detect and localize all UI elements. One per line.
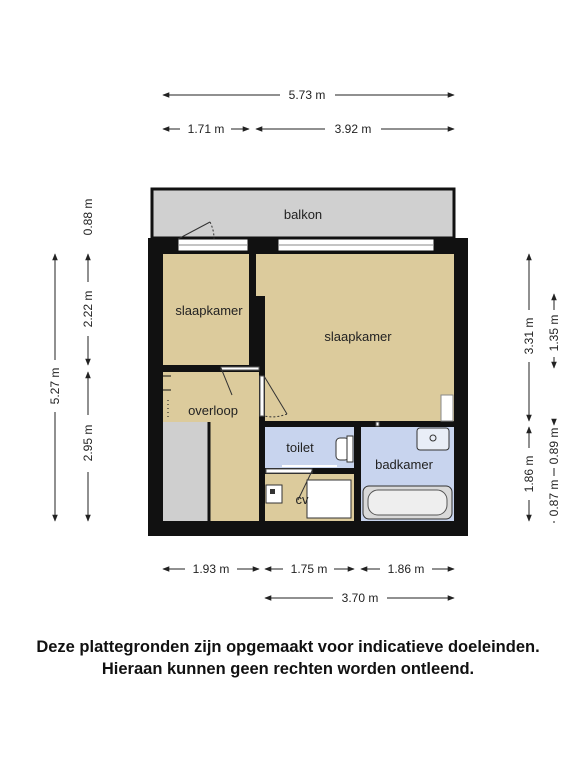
room-label-cv: cv bbox=[295, 492, 309, 507]
disclaimer-line-1: Deze plattegronden zijn opgemaakt voor indicatieve doeleinden. bbox=[36, 638, 540, 656]
dim-bottom-3: 1.86 m bbox=[387, 562, 425, 576]
dim-right-lower-a: 0.89 m bbox=[547, 427, 561, 465]
room-label-balkon: balkon bbox=[283, 207, 323, 222]
dim-bottom-1: 1.93 m bbox=[192, 562, 230, 576]
room-label-slaapkamer-small: slaapkamer bbox=[175, 303, 243, 318]
dim-top-right: 3.92 m bbox=[334, 122, 372, 136]
windows bbox=[178, 239, 434, 251]
dim-bottom-total: 3.70 m bbox=[341, 591, 379, 605]
dim-right-lower-b: 0.87 m bbox=[547, 479, 561, 517]
grey-area bbox=[163, 422, 209, 521]
dim-top-total: 5.73 m bbox=[288, 88, 326, 102]
cabinet bbox=[441, 395, 453, 421]
room-label-toilet: toilet bbox=[286, 440, 314, 455]
room-label-badkamer: badkamer bbox=[375, 457, 433, 472]
balcony bbox=[152, 189, 454, 238]
dim-left-upper: 2.22 m bbox=[81, 290, 95, 328]
disclaimer-line-2: Hieraan kunnen geen rechten worden ontleend. bbox=[101, 660, 475, 678]
room-label-overloop: overloop bbox=[188, 403, 238, 418]
boiler bbox=[307, 480, 351, 518]
dim-left-total: 5.27 m bbox=[48, 367, 62, 405]
dim-right-lower-total: 1.86 m bbox=[522, 455, 536, 493]
dim-top-left: 1.71 m bbox=[187, 122, 225, 136]
dim-right-mid: 1.35 m bbox=[547, 314, 561, 352]
dim-bottom-2: 1.75 m bbox=[290, 562, 328, 576]
room-label-slaapkamer-large: slaapkamer bbox=[324, 329, 392, 344]
sink bbox=[417, 428, 449, 450]
dim-right-upper: 3.31 m bbox=[522, 317, 536, 355]
dim-left-balcony: 0.88 m bbox=[81, 198, 95, 236]
dim-left-lower: 2.95 m bbox=[81, 424, 95, 462]
